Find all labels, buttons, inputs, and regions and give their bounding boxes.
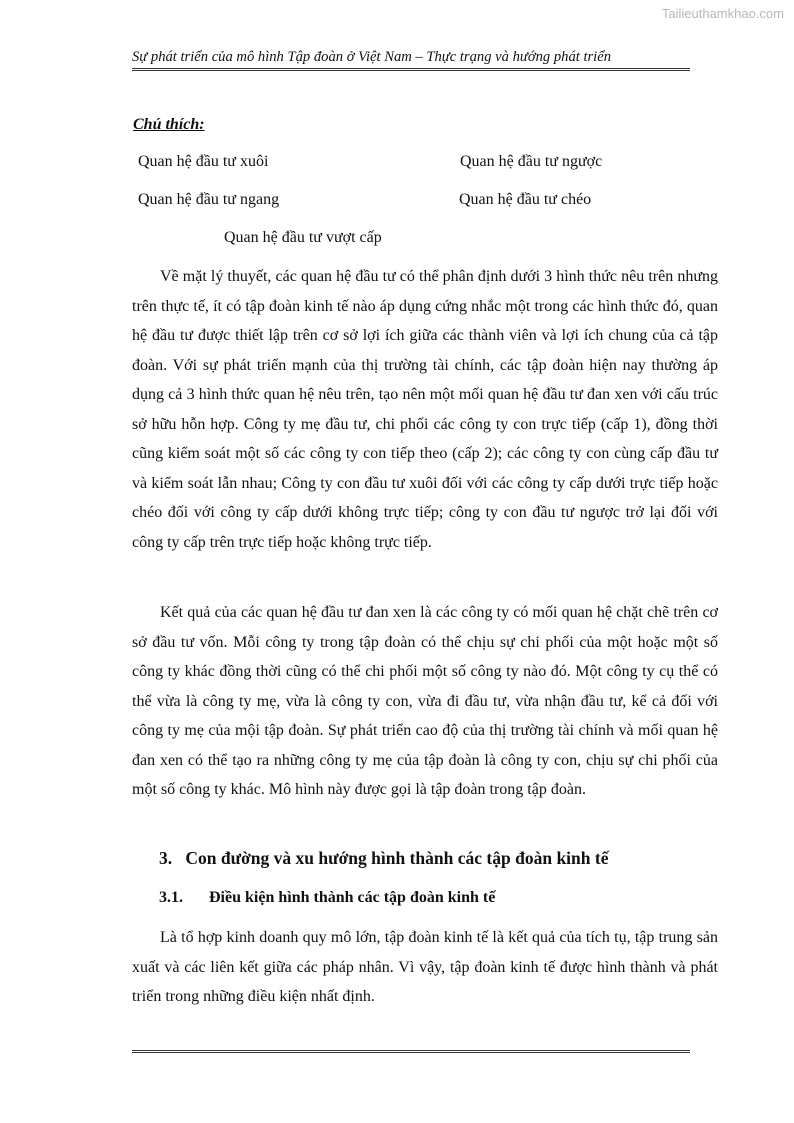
section-number: 3.	[159, 848, 173, 868]
running-header: Sự phát triển của mô hình Tập đoàn ở Việt Nam – Thực trạng và hướng phát triển	[132, 49, 612, 65]
subsection-title: Điều kiện hình thành các tập đoàn kinh tế	[209, 889, 496, 906]
subsection-number: 3.1.	[159, 889, 183, 906]
legend-item-cross: Quan hệ đầu tư chéo	[459, 191, 592, 208]
paragraph-interlocking-results: Kết quả của các quan hệ đầu tư đan xen là các công ty có mối quan hệ chặt chẽ trên cơ sở đầu tư vốn. Mỗi công ty trong tập đoàn có thể chịu sự chi phối của một hoặc một số công ty khác đồng thời cũng có thể chi phối một số công ty nào đó. Một công ty cụ thể có thể vừa là công ty mẹ, vừa là công ty con, vừa đi đầu tư, vừa nhận đầu tư, kể cả đối với công ty mẹ của mội tập đoàn. Sự phát triển cao độ của thị trường tài chính và mối quan hệ đan xen có thể tạo ra những công ty mẹ của tập đoàn là công ty con, chịu sự chi phối của một số công ty khác. Mô hình này được gọi là tập đoàn trong tập đoàn.	[132, 604, 718, 798]
subsection-heading	[159, 889, 495, 907]
watermark: Tailieuthamkhao.com	[661, 6, 784, 21]
header-rule	[132, 68, 690, 71]
section-title: Con đường và xu hướng hình thành các tập đoàn kinh tế	[185, 848, 609, 868]
legend-item-skip-level: Quan hệ đầu tư vượt cấp	[224, 229, 382, 246]
legend-item-forward: Quan hệ đầu tư xuôi	[138, 153, 269, 170]
section-heading	[159, 848, 608, 869]
legend-item-horizontal: Quan hệ đầu tư ngang	[138, 191, 280, 208]
legend-title: Chú thích:	[133, 116, 205, 133]
legend-item-reverse: Quan hệ đầu tư ngược	[460, 153, 603, 170]
paragraph-investment-forms: Về mặt lý thuyết, các quan hệ đầu tư có thể phân định dưới 3 hình thức nêu trên nhưng trên thực tế, ít có tập đoàn kinh tế nào áp dụng cứng nhắc một trong các hình thức đó, quan hệ đầu tư được thiết lập trên cơ sở lợi ích giữa các thành viên và lợi ích chung của cả tập đoàn. Với sự phát triển mạnh của thị trường tài chính, các tập đoàn hiện nay thường áp dụng cả 3 hình thức quan hệ nêu trên, tạo nên một mối quan hệ đầu tư đan xen với cấu trúc sở hữu hỗn hợp. Công ty mẹ đầu tư, chi phối các công ty con trực tiếp (cấp 1), đồng thời cũng kiểm soát một số các công ty con tiếp theo (cấp 2); các công ty con cùng cấp đầu tư và kiểm soát lẫn nhau; Công ty con đầu tư xuôi đối với các công ty cấp dưới trực tiếp hoặc chéo đối với công ty cấp dưới không trực tiếp; công ty con đầu tư ngược trở lại đối với công ty cấp trên trực tiếp hoặc không trực tiếp.	[132, 268, 718, 551]
paragraph-formation-conditions: Là tổ hợp kinh doanh quy mô lớn, tập đoàn kinh tế là kết quả của tích tụ, tập trung sản xuất và các liên kết giữa các pháp nhân. Vì vậy, tập đoàn kinh tế được hình thành và phát triển trong những điều kiện nhất định.	[132, 929, 718, 1005]
footer-rule	[132, 1050, 690, 1053]
